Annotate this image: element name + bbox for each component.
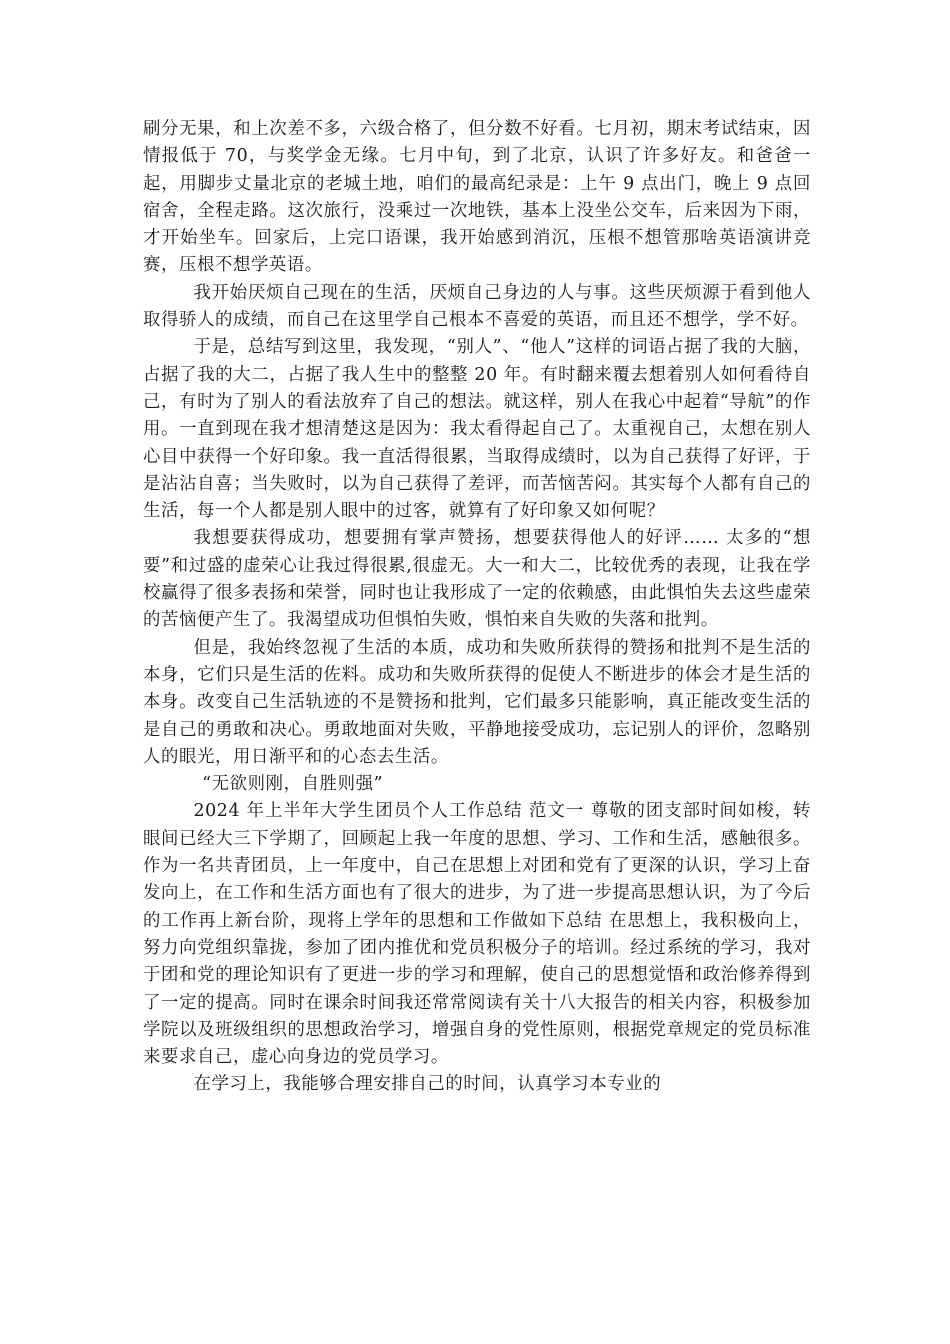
paragraph-8: 在学习上，我能够合理安排自己的时间，认真学习本专业的: [193, 1074, 662, 1095]
paragraph-4: 我想要获得成功，想要拥有掌声赞扬，想要获得他人的好评…… 太多的“想要”和过盛的虚荣心让我过得很累,很虚无。大一和大二，比较优秀的表现，让我在学校赢得了很多表扬和荣誉，同时也让我形成了一定的依赖感，由此惧怕失去这些虚荣的苦恼便产生了。我渴望成功但惧怕失败，惧怕来自失败的失落和批判。: [143, 528, 811, 631]
paragraph-2: 我开始厌烦自己现在的生活，厌烦自己身边的人与事。这些厌烦源于看到他人取得骄人的成绩，而自己在这里学自己根本不喜爱的英语，而且还不想学，学不好。: [143, 282, 811, 331]
paragraph-1: 刷分无果，和上次差不多，六级合格了，但分数不好看。七月初，期末考试结束，因情报低于 70，与奖学金无缘。七月中旬，到了北京，认识了许多好友。和爸爸一起，用脚步丈量北京的老城土地，咱们的最高纪录是：上午 9 点出门，晚上 9 点回宿舍，全程走路。这次旅行，没乘过一次地铁，基本上没坐公交车，后来因为下雨，才开始坐车。回家后，上完口语课，我开始感到消沉，压根不想管那啥英语演讲竞赛，压根不想学英语。: [143, 119, 811, 276]
document-page: [143, 116, 811, 1099]
paragraph-7: 2024 年上半年大学生团员个人工作总结 范文一 尊敬的团支部时间如梭，转眼间已经大三下学期了，回顾起上我一年度的思想、学习、工作和生活，感触很多。作为一名共青团员，上一年度中，自己在思想上对团和党有了更深的认识，学习上奋发向上，在工作和生活方面也有了很大的进步，为了进一步提高思想认识，为了今后的工作再上新台阶，现将上学年的思想和工作做如下总结 在思想上，我积极向上，努力向党组织靠拢，参加了团内推优和党员积极分子的培训。经过系统的学习，我对于团和党的理论知识有了更进一步的学习和理解，使自己的思想觉悟和政治修养得到了一定的提高。同时在课余时间我还常常阅读有关十八大报告的相关内容，积极参加学院以及班级组织的思想政治学习，增强自身的党性原则，根据党章规定的党员标准来要求自己，虚心向身边的党员学习。: [143, 801, 811, 1068]
quote-line: “无欲则刚，自胜则强”: [202, 774, 384, 795]
paragraph-3: 于是，总结写到这里，我发现，“别人”、“他人”这样的词语占据了我的大脑，占据了我的大二，占据了我人生中的整整 20 年。有时翻来覆去想着别人如何看待自己，有时为了别人的看法放弃了自己的想法。就这样，别人在我心中起着“导航”的作用。一直到现在我才想清楚这是因为：我太看得起自己了。太重视自己，太想在别人心目中获得一个好印象。我一直活得很累，当取得成绩时，以为自己获得了好评，于是沾沾自喜；当失败时，以为自己获得了差评，而苦恼苦闷。其实每个人都有自己的生活，每一个人都是别人眼中的过客，就算有了好印象又如何呢？: [143, 337, 811, 522]
paragraph-5: 但是，我始终忽视了生活的本质，成功和失败所获得的赞扬和批判不是生活的本身，它们只是生活的佐料。成功和失败所获得的促使人不断进步的体会才是生活的本身。改变自己生活轨迹的不是赞扬和批判，它们最多只能影响，真正能改变生活的是自己的勇敢和决心。勇敢地面对失败，平静地接受成功，忘记别人的评价，忽略别人的眼光，用日渐平和的心态去生活。: [143, 637, 811, 767]
